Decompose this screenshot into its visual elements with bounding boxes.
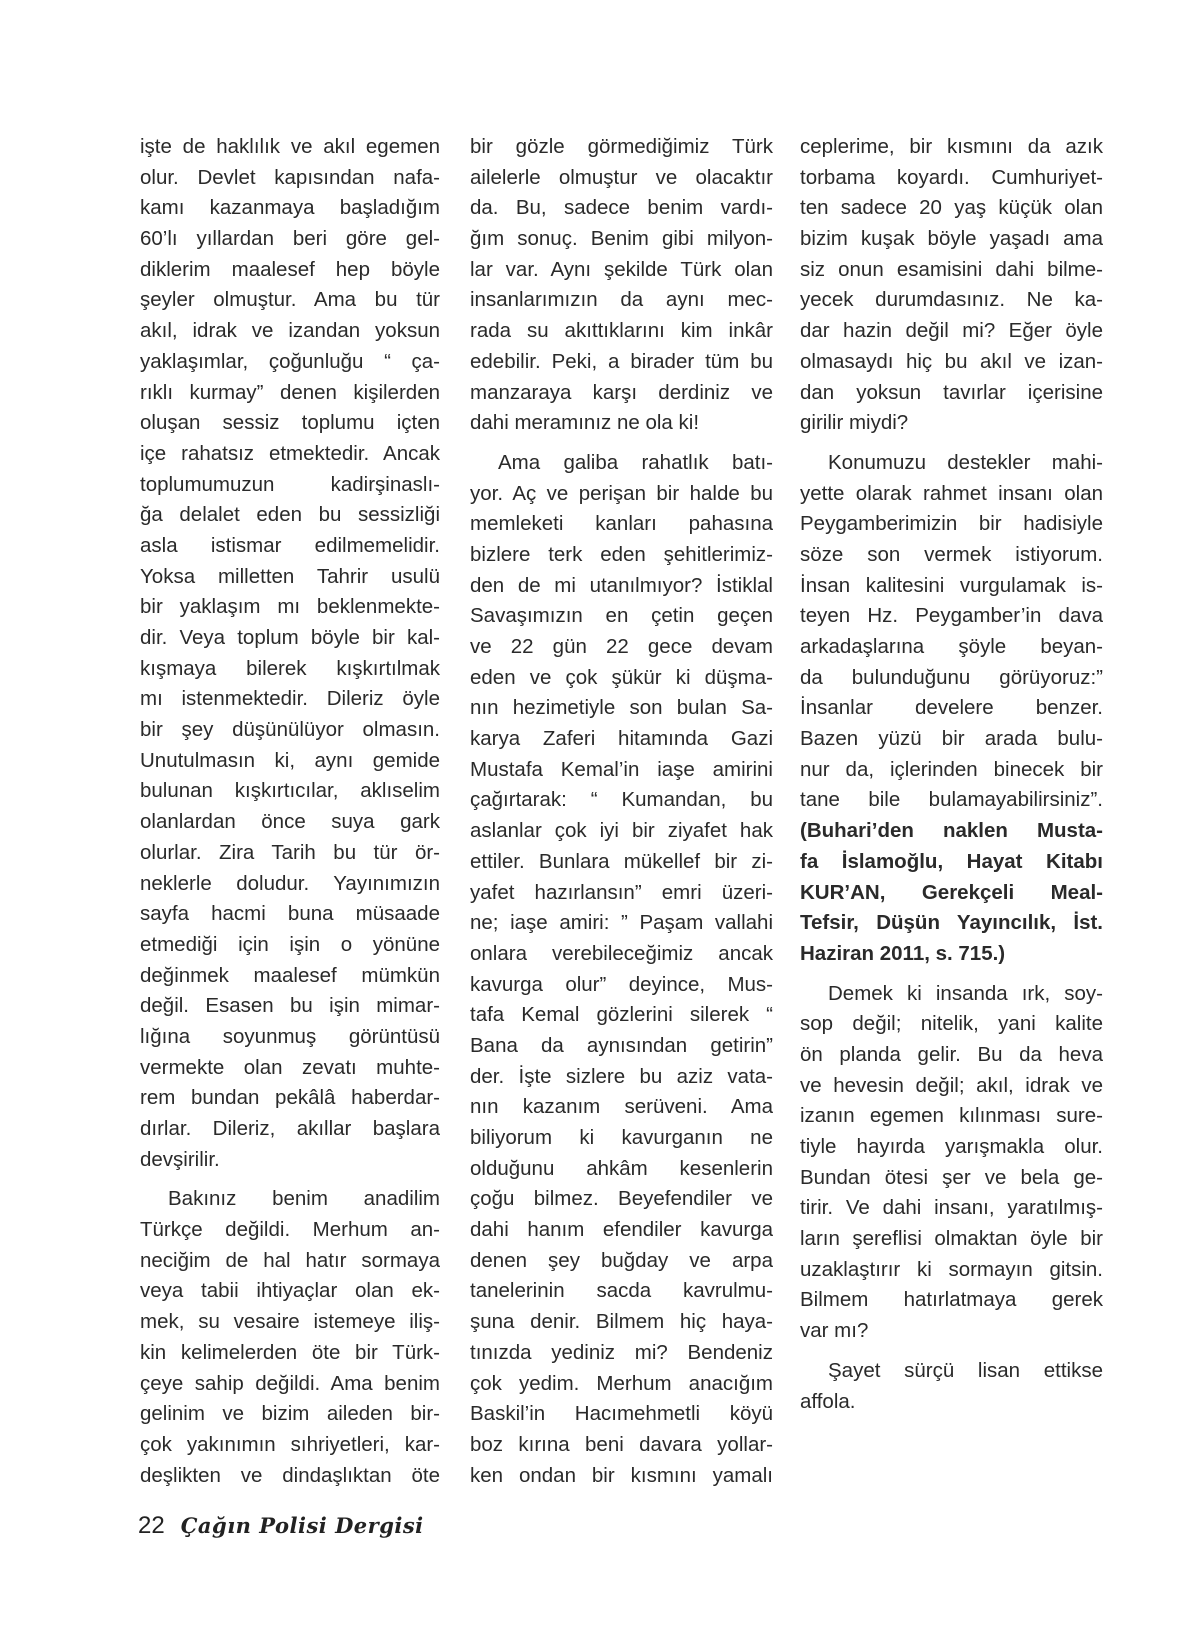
- text-line: lar var. Aynı şekilde Türk olan: [470, 257, 773, 281]
- text-line: nur da, içlerinden binecek bir: [800, 757, 1103, 781]
- text-line: torbama koyardı. Cumhuriyet-: [800, 165, 1103, 189]
- text-line: mek, su vesaire istemeye iliş-: [140, 1310, 440, 1334]
- paragraph-gap: [470, 439, 773, 448]
- text-line: etmediği için işin o yönüne: [140, 932, 440, 956]
- text-line: işte de haklılık ve akıl egemen: [140, 135, 440, 158]
- text-line: şuna denir. Bilmem hiç haya-: [470, 1310, 773, 1334]
- text-line: çeye sahip değildi. Ama benim: [140, 1371, 440, 1395]
- text-line: edebilir. Peki, a birader tüm bu: [470, 349, 773, 373]
- text-line: da. Bu, sadece benim vardı-: [470, 196, 773, 220]
- text-line: Türkçe değildi. Merhum an-: [140, 1218, 440, 1242]
- text-line: tınızda yediniz mi? Bendeniz: [470, 1340, 773, 1364]
- text-line: çağırtarak: “ Kumandan, bu: [470, 788, 773, 812]
- text-line: yecek durumdasınız. Ne ka-: [800, 288, 1103, 312]
- text-line: tiyle hayırda yarışmakla olur.: [800, 1135, 1103, 1158]
- text-line: dar hazin değil mi? Eğer öyle: [800, 319, 1103, 343]
- text-line: Konumuzu destekler mahi-: [828, 450, 1103, 474]
- paragraph-gap: [800, 439, 1103, 448]
- text-line: tanelerinin sacda kavrulmu-: [470, 1279, 773, 1303]
- text-line: bir gözle görmediğimiz Türk: [470, 135, 773, 158]
- text-line: dırlar. Dileriz, akıllar başlara: [140, 1117, 440, 1140]
- text-line: veya tabii ihtiyaçlar olan ek-: [140, 1279, 440, 1303]
- text-line: mı istenmektedir. Dileriz öyle: [140, 687, 440, 711]
- text-line: içe rahatsız etmektedir. Ancak: [140, 441, 440, 465]
- text-line: kamı kazanmaya başladığım: [140, 196, 440, 220]
- text-line: Mustafa Kemal’in iaşe amirini: [470, 757, 773, 781]
- text-line: kışmaya bilerek kışkırtılmak: [140, 656, 440, 680]
- text-line: devşirilir.: [140, 1147, 220, 1171]
- text-line: dan yoksun tavırlar içerisine: [800, 380, 1103, 404]
- page-footer: [138, 1512, 424, 1540]
- text-line: fa İslamoğlu, Hayat Kitabı: [800, 849, 1103, 873]
- text-line: teyen Hz. Peygamber’in dava: [800, 604, 1103, 628]
- text-line: manzaraya karşı derdiniz ve: [470, 380, 773, 404]
- text-line: Bundan ötesi şer ve bela ge-: [800, 1165, 1103, 1189]
- magazine-name: Çağın Polisi Dergisi: [180, 1513, 424, 1538]
- paragraph-gap: [800, 970, 1103, 979]
- text-line: nın hezimetiyle son bulan Sa-: [470, 696, 773, 720]
- page-number: 22: [138, 1512, 165, 1539]
- text-line: tirir. Ve dahi insanı, yaratılmış-: [800, 1196, 1103, 1220]
- text-line: bir şey düşünülüyor olmasın.: [140, 718, 440, 742]
- text-line: yor. Aç ve perişan bir halde bu: [470, 481, 773, 505]
- paragraph-gap: [800, 1347, 1103, 1356]
- text-line: Tefsir, Düşün Yayıncılık, İst.: [800, 911, 1103, 935]
- text-line: toplumumuzun kadirşinaslı-: [140, 472, 440, 496]
- text-line: bizim kuşak böyle yaşadı ama: [800, 227, 1103, 251]
- text-line: Bakınız benim anadilim: [168, 1187, 440, 1211]
- text-line: İnsan kalitesini vurgulamak is-: [800, 573, 1103, 597]
- text-line: denen şey buğday ve arpa: [470, 1248, 773, 1272]
- text-line: den de mi utanılmıyor? İstiklal: [470, 573, 773, 597]
- text-line: Unutulmasın ki, aynı gemide: [140, 748, 440, 772]
- text-line: yette olarak rahmet insanı olan: [800, 481, 1103, 505]
- text-line: kin kelimelerden öte bir Türk-: [140, 1340, 440, 1364]
- text-line: Baskil’in Hacımehmetli köyü: [470, 1402, 773, 1426]
- text-line: (Buhari’den naklen Musta-: [800, 819, 1103, 843]
- text-line: değinmek maalesef mümkün: [140, 963, 440, 987]
- text-line: rıklı kurmay” denen kişilerden: [140, 380, 440, 404]
- text-line: ların şereflisi olmaktan öyle bir: [800, 1227, 1103, 1251]
- text-line: Bazen yüzü bir arada bulu-: [800, 727, 1103, 751]
- text-line: ceplerime, bir kısmını da azık: [800, 135, 1103, 158]
- text-line: Savaşımızın en çetin geçen: [470, 604, 773, 628]
- text-line: siz onun esamisini dahi bilme-: [800, 257, 1103, 281]
- text-line: olanlardan önce suya gark: [140, 810, 440, 834]
- text-line: olur. Devlet kapısından nafa-: [140, 165, 440, 189]
- text-line: insanlarımızın da aynı mec-: [470, 288, 773, 312]
- text-line: neciğim de hal hatır sormaya: [140, 1248, 440, 1272]
- paragraph-gap: [140, 1175, 440, 1184]
- text-line: olurlar. Zira Tarih bu tür ör-: [140, 840, 440, 864]
- text-line: yaklaşımlar, çoğunluğu “ ça-: [140, 349, 440, 373]
- text-line: dir. Veya toplum böyle bir kal-: [140, 626, 440, 649]
- text-line: bizlere terk eden şehitlerimiz-: [470, 542, 773, 566]
- text-line: Şayet sürçü lisan ettikse: [828, 1358, 1103, 1382]
- text-line: tane bile bulamayabilirsiniz”.: [800, 788, 1103, 812]
- text-line: akıl, idrak ve izandan yoksun: [140, 319, 440, 343]
- text-column-3: [800, 132, 1103, 1417]
- text-line: ve hevesin değil; akıl, idrak ve: [800, 1073, 1103, 1097]
- text-line: ken ondan bir kısmını yamalı: [470, 1463, 773, 1487]
- text-line: neklerle doludur. Yayınımızın: [140, 871, 440, 895]
- text-line: tafa Kemal gözlerini silerek “: [470, 1003, 773, 1027]
- text-line: aslanlar çok iyi bir ziyafet hak: [470, 819, 773, 843]
- text-line: çok yakınımın sıhriyetleri, kar-: [140, 1432, 440, 1456]
- text-line: Demek ki insanda ırk, soy-: [828, 981, 1103, 1005]
- text-line: yafet hazırlansın” emri üzeri-: [470, 880, 773, 904]
- text-line: affola.: [800, 1389, 856, 1413]
- text-line: 60’lı yıllardan beri göre gel-: [140, 227, 440, 251]
- text-line: çoğu bilmez. Beyefendiler ve: [470, 1187, 773, 1211]
- text-line: lığına soyunmuş görüntüsü: [140, 1024, 440, 1048]
- text-line: ten sadece 20 yaş küçük olan: [800, 196, 1103, 220]
- text-line: dahi meramınız ne ola ki!: [470, 411, 700, 435]
- text-line: ne; iaşe amiri: ” Paşam vallahi: [470, 911, 773, 935]
- text-line: bir yaklaşım mı beklenmekte-: [140, 595, 440, 619]
- text-line: biliyorum ki kavurganın ne: [470, 1126, 773, 1149]
- text-line: arkadaşlarına şöyle beyan-: [800, 635, 1103, 658]
- text-line: İnsanlar develere benzer.: [800, 696, 1103, 720]
- text-line: onlara verebileceğimiz ancak: [470, 941, 773, 965]
- text-line: karya Zaferi hitamında Gazi: [470, 727, 773, 751]
- text-line: deşlikten ve dindaşlıktan öte: [140, 1463, 440, 1487]
- text-line: asla istismar edilmemelidir.: [140, 533, 440, 557]
- text-line: ve 22 gün 22 gece devam: [470, 635, 773, 658]
- text-line: bulunan kışkırtıcılar, aklıselim: [140, 779, 440, 803]
- text-line: ğım sonuç. Benim gibi milyon-: [470, 227, 773, 251]
- text-line: gelinim ve bizim aileden bir-: [140, 1402, 440, 1426]
- text-column-2: [470, 132, 773, 1491]
- text-line: eden ve çok şükür ki düşma-: [470, 665, 773, 689]
- text-line: Bilmem hatırlatmaya gerek: [800, 1288, 1103, 1312]
- text-line: izanın egemen kılınması sure-: [800, 1104, 1103, 1128]
- text-line: Peygamberimizin bir hadisiyle: [800, 512, 1103, 536]
- text-line: diklerim maalesef hep böyle: [140, 257, 440, 281]
- text-line: sayfa hacmi buna müsaade: [140, 902, 440, 926]
- text-line: söze son vermek istiyorum.: [800, 542, 1103, 566]
- text-line: rada su akıttıklarını kim inkâr: [470, 319, 773, 343]
- text-line: kavurga olur” deyince, Mus-: [470, 972, 773, 996]
- text-line: olmasaydı hiç bu akıl ve izan-: [800, 349, 1103, 373]
- text-line: vermekte olan zevatı muhte-: [140, 1055, 440, 1079]
- text-line: boz kırına beni davara yollar-: [470, 1432, 773, 1456]
- text-line: çok yedim. Merhum anacığım: [470, 1371, 773, 1395]
- text-line: olduğunu ahkâm kesenlerin: [470, 1156, 773, 1180]
- text-line: değil. Esasen bu işin mimar-: [140, 994, 440, 1018]
- text-line: der. İşte sizlere bu aziz vata-: [470, 1064, 773, 1088]
- text-line: girilir miydi?: [800, 411, 909, 435]
- text-line: dahi hanım efendiler kavurga: [470, 1218, 773, 1242]
- text-line: ğa delalet eden bu sessizliği: [140, 503, 440, 527]
- text-line: ailelerle olmuştur ve olacaktır: [470, 165, 773, 189]
- text-line: Haziran 2011, s. 715.): [800, 941, 1006, 965]
- text-line: KUR’AN, Gerekçeli Meal-: [800, 880, 1103, 904]
- text-line: Ama galiba rahatlık batı-: [498, 450, 773, 474]
- text-line: uzaklaştırır ki sormayın gitsin.: [800, 1257, 1103, 1281]
- text-column-1: [140, 132, 440, 1491]
- text-line: var mı?: [800, 1319, 869, 1343]
- text-line: da bulunduğunu görüyoruz:”: [800, 665, 1103, 689]
- text-line: sop değil; nitelik, yani kalite: [800, 1012, 1103, 1036]
- text-line: Bana da aynısından getirin”: [470, 1033, 773, 1057]
- text-line: memleketi kanları pahasına: [470, 512, 773, 536]
- text-line: ettiler. Bunlara mükellef bir zi-: [470, 849, 773, 873]
- text-line: oluşan sessiz toplumu içten: [140, 411, 440, 435]
- text-line: şeyler olmuştur. Ama bu tür: [140, 288, 440, 312]
- text-line: Yoksa milletten Tahrir usulü: [140, 564, 440, 588]
- text-line: ön planda gelir. Bu da heva: [800, 1042, 1103, 1066]
- text-line: nın kazanım serüveni. Ama: [470, 1095, 773, 1119]
- text-line: rem bundan pekâlâ haberdar-: [140, 1086, 440, 1110]
